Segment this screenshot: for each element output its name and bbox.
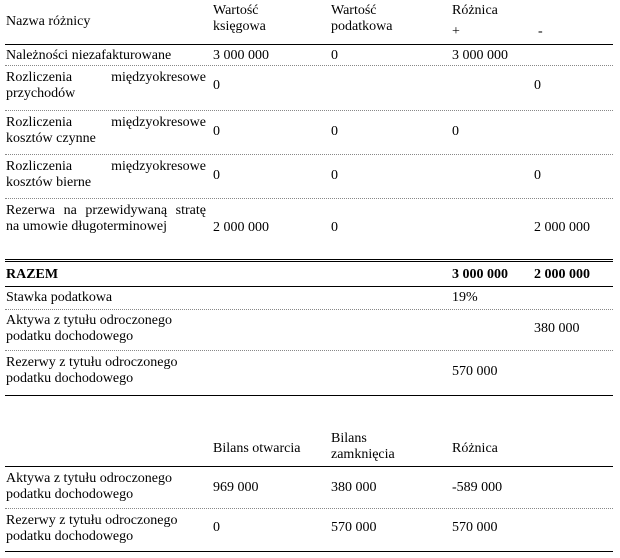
table-row	[5, 467, 613, 509]
row-book-value: 0	[213, 78, 220, 93]
row-label: Należności niezafakturowane	[6, 48, 172, 63]
deferred-tax-balance-table	[5, 429, 613, 552]
table-row	[5, 509, 613, 552]
row-tax-value: 0	[331, 48, 338, 63]
header-closing-balance: Bilans zamknięcia	[331, 431, 395, 462]
row-label: Aktywa z tytułu odroczonego podatku dochodowego	[6, 471, 173, 502]
header-difference: Różnica	[452, 441, 498, 456]
row-difference-minus: 2 000 000	[534, 220, 590, 235]
row-tax-value: 0	[331, 168, 338, 183]
table-row	[5, 111, 613, 155]
table-header-row	[5, 3, 613, 45]
row-label: Rezerwa na przewidywaną stratę na umowie długoterminowej	[6, 203, 206, 234]
deferred-tax-reserve-label: Rezerwy z tytułu odroczonego podatku dochodowego	[6, 355, 178, 386]
row-difference: -589 000	[452, 480, 503, 495]
row-difference-minus: 0	[534, 78, 541, 93]
total-difference-minus: 2 000 000	[534, 267, 590, 282]
row-book-value: 2 000 000	[213, 220, 269, 235]
table-row	[5, 155, 613, 199]
row-difference-plus: 0	[452, 124, 459, 139]
deferred-tax-differences-table	[5, 3, 613, 396]
header-name: Nazwa różnicy	[6, 14, 91, 29]
row-book-value: 3 000 000	[213, 48, 269, 63]
row-book-value: 0	[213, 124, 220, 139]
tax-rate-row	[5, 287, 613, 310]
deferred-tax-reserve-value: 570 000	[452, 364, 498, 379]
total-label: RAZEM	[6, 267, 59, 282]
row-opening-balance: 0	[213, 520, 220, 535]
total-row	[5, 262, 613, 287]
header-difference-minus: -	[538, 24, 543, 39]
tax-rate-value: 19%	[452, 290, 478, 305]
table-row	[5, 45, 613, 66]
header-difference-plus: +	[452, 24, 460, 39]
header-opening-balance: Bilans otwarcia	[213, 441, 301, 456]
total-difference-plus: 3 000 000	[452, 267, 508, 282]
row-difference-plus: 3 000 000	[452, 48, 508, 63]
deferred-tax-asset-label: Aktywa z tytułu odroczonego podatku dochodowego	[6, 313, 173, 344]
table-row	[5, 199, 613, 262]
tax-rate-label: Stawka podatkowa	[6, 290, 113, 305]
row-tax-value: 0	[331, 220, 338, 235]
row-difference: 570 000	[452, 520, 498, 535]
row-closing-balance: 380 000	[331, 480, 377, 495]
row-closing-balance: 570 000	[331, 520, 377, 535]
header-tax-value: Wartość podatkowa	[331, 3, 393, 34]
header-book-value: Wartość księgowa	[213, 3, 266, 34]
row-label: Rezerwy z tytułu odroczonego podatku dochodowego	[6, 513, 178, 544]
header-difference: Różnica	[452, 3, 498, 18]
table-row	[5, 66, 613, 111]
row-opening-balance: 969 000	[213, 480, 259, 495]
deferred-tax-reserve-row	[5, 351, 613, 396]
deferred-tax-asset-value: 380 000	[534, 321, 580, 336]
row-label: Rozliczenia międzyokresowe kosztów bierne	[6, 159, 206, 190]
row-tax-value: 0	[331, 124, 338, 139]
table-header-row	[5, 429, 613, 467]
row-book-value: 0	[213, 168, 220, 183]
row-label: Rozliczenia międzyokresowe kosztów czynne	[6, 115, 206, 146]
row-label: Rozliczenia międzyokresowe przychodów	[6, 70, 206, 101]
deferred-tax-asset-row	[5, 310, 613, 351]
row-difference-minus: 0	[534, 168, 541, 183]
